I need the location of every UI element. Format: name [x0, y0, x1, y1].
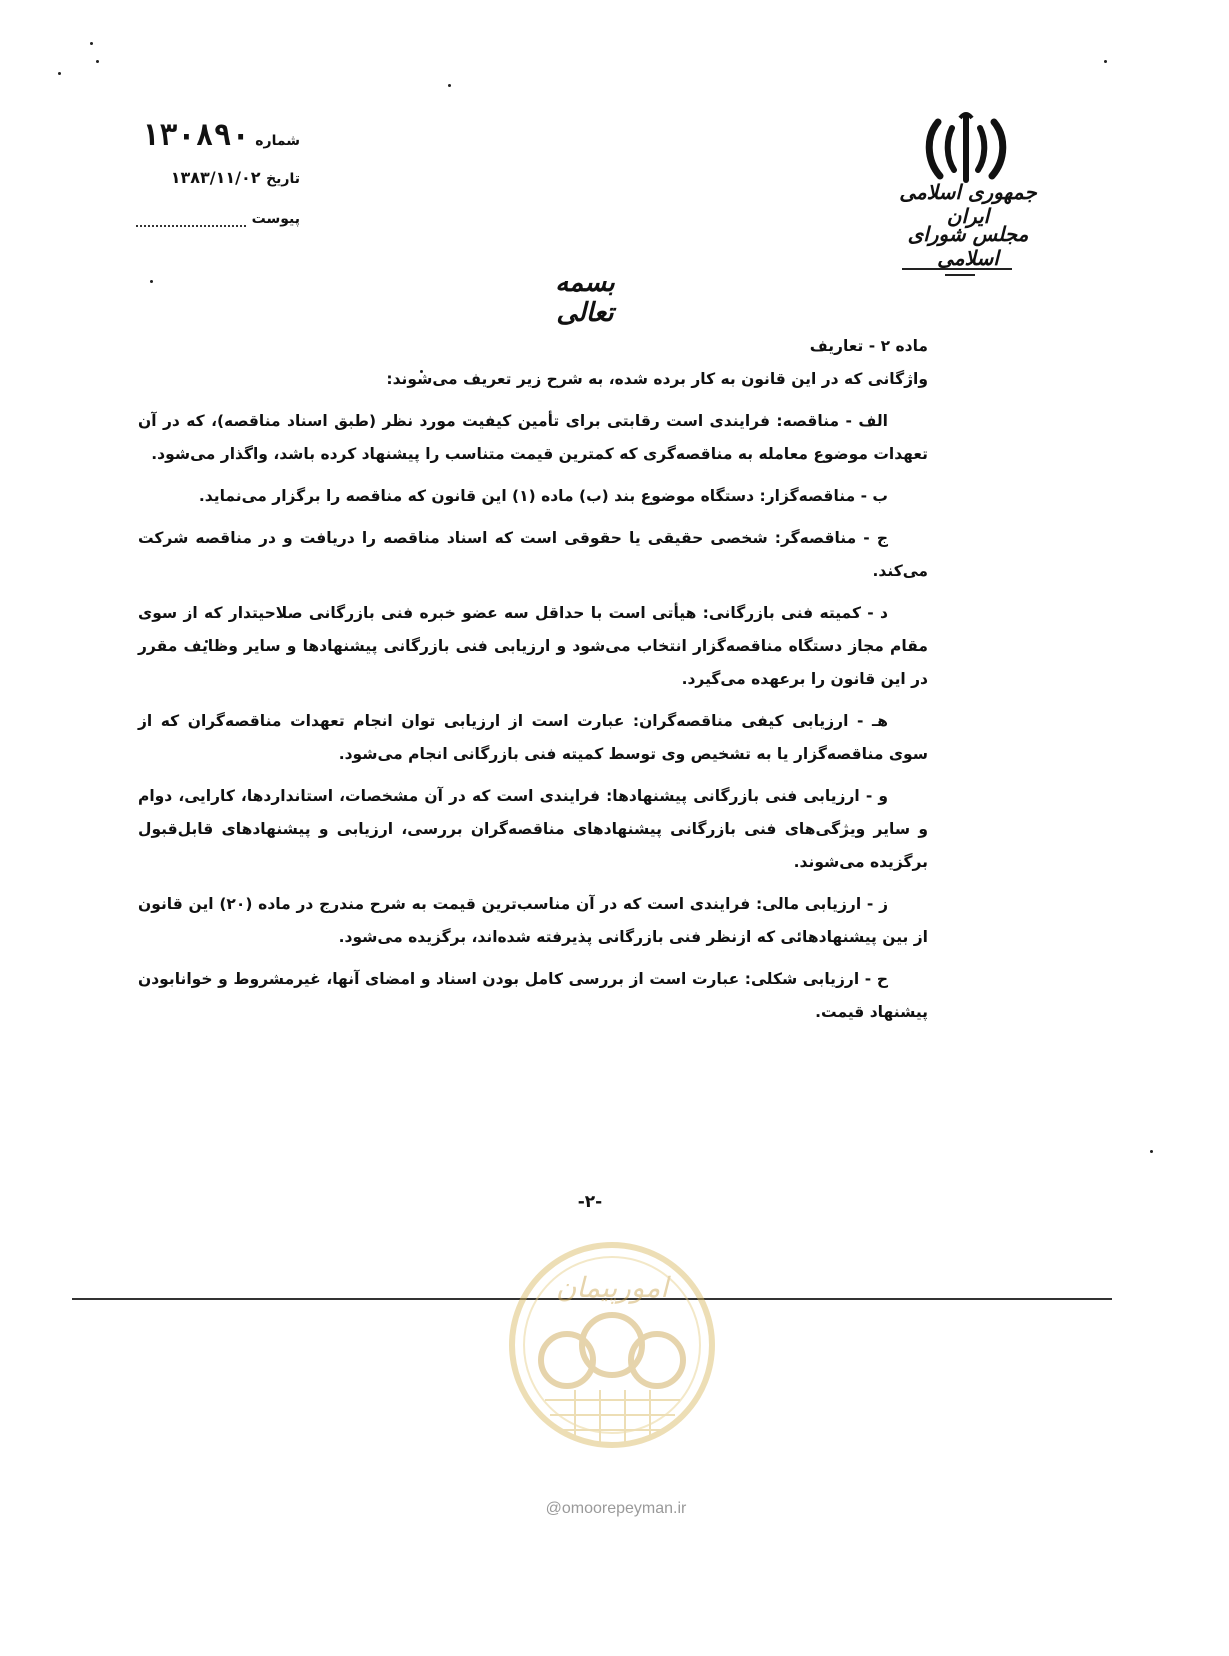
reference-date-value: ۱۳۸۳/۱۱/۰۲: [170, 168, 261, 187]
watermark-site-text: omoorepeyman.ir: [561, 1500, 687, 1517]
at-icon: @: [545, 1500, 562, 1517]
definition-item: هـ - ارزیابی کیفی مناقصه‌گران: عبارت است از ارزیابی توان انجام تعهدات مناقصه‌گران که از سوی مناقصه‌گزار یا به تشخیص وی توسط کمیته فنی بازرگانی انجام می‌شود.: [138, 712, 928, 763]
svg-text:امورپیمان: امورپیمان: [555, 1271, 669, 1304]
watermark-site: [516, 1500, 716, 1518]
scan-speck: [90, 42, 93, 45]
section-title: ماده ۲ - تعاریف: [809, 337, 928, 355]
reference-number-label: شماره: [255, 133, 300, 149]
letterhead-divider: [902, 268, 1012, 270]
reference-number: [110, 118, 300, 153]
emblem-icon: [924, 110, 1008, 186]
header-invocation: بسمه تعالی: [555, 268, 615, 328]
document-body: [138, 330, 928, 1029]
section-intro: واژگانی که در این قانون به کار برده شده، به شرح زیر تعریف می‌شوند:: [386, 370, 928, 388]
scan-speck: [1104, 60, 1107, 63]
scan-speck: [1150, 1150, 1153, 1153]
reference-date: [110, 168, 300, 187]
scan-speck: [58, 72, 61, 75]
definition-item: ج - مناقصه‌گر: شخصی حقیقی یا حقوقی است که اسناد مناقصه را دریافت و در مناقصه شرکت می‌کند.: [138, 529, 928, 580]
reference-date-label: تاریخ: [266, 171, 300, 187]
enclosure-dotted-line: [136, 225, 246, 227]
org-name-parliament: مجلس شورای اسلامی: [907, 222, 1029, 270]
scan-speck: [448, 84, 451, 87]
letterhead-divider: [945, 274, 975, 276]
definition-item: و - ارزیابی فنی بازرگانی پیشنهادها: فرایندی است که در آن مشخصات، استانداردها، کارایی، دوام و سایر ویژگی‌های فنی بازرگانی پیشنهادهای مناقصه‌گران بررسی، ارزیابی و پیشنهادهای قابل‌قبول برگزیده می‌شوند.: [138, 787, 928, 871]
org-name-country: جمهوری اسلامی ایران: [899, 180, 1037, 228]
definition-item: ح - ارزیابی شکلی: عبارت است از بررسی کامل بودن اسناد و امضای آنها، غیرمشروط و خوانابودن پیشنهاد قیمت.: [138, 970, 928, 1021]
reference-enclosure: [110, 208, 300, 227]
watermark-logo: [505, 1215, 720, 1495]
definition-item: ز - ارزیابی مالی: فرایندی است که در آن مناسب‌ترین قیمت به شرح مندرج در ماده (۲۰) این قانون از بین پیشنهادهائی که ازنظر فنی بازرگانی پذیرفته شده‌اند، برگزیده می‌شود.: [138, 895, 928, 946]
page-number: -۲-: [577, 1192, 603, 1212]
scan-speck: [96, 60, 99, 63]
definition-item: الف - مناقصه: فرایندی است رقابتی برای تأمین کیفیت مورد نظر (طبق اسناد مناقصه)، که در آن تعهدات موضوع معامله به مناقصه‌گری که کمترین قیمت متناسب را پیشنهاد کرده باشد، واگذار می‌شود.: [138, 412, 928, 463]
watermark-seal-icon: [505, 1215, 720, 1495]
definition-item: ب - مناقصه‌گزار: دستگاه موضوع بند (ب) ماده (۱) این قانون که مناقصه را برگزار می‌نماید.: [198, 487, 888, 505]
definition-item: د - کمیته فنی بازرگانی: هیأتی است با حداقل سه عضو خبره فنی بازرگانی صلاحیتدار که از سوی مقام مجاز دستگاه مناقصه‌گزار انتخاب می‌شود و ارزیابی فنی بازرگانی پیشنهادها و سایر وظایف مقرر در این قانون را برعهده می‌گیرد.: [138, 604, 928, 688]
reference-enclosure-label: پیوست: [251, 211, 300, 227]
scan-speck: [150, 280, 153, 283]
reference-number-value: ۱۳۰۸۹۰: [141, 118, 250, 153]
